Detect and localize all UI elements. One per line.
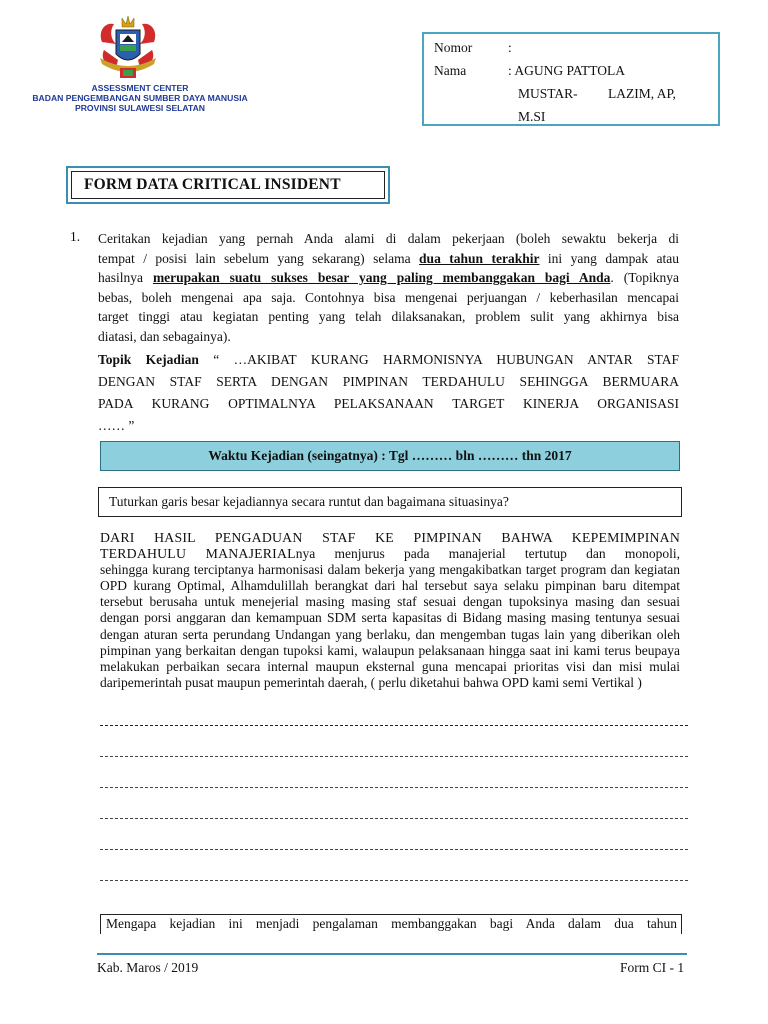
form-title: FORM DATA CRITICAL INSIDENT [71, 171, 385, 199]
identity-box [422, 32, 720, 126]
q1-line-2-pre: tempat / posisi lain sebelum yang sekarang) selama [98, 250, 420, 266]
org-line-1: ASSESSMENT CENTER [91, 83, 189, 93]
organization-header [20, 83, 260, 113]
q1-line-2 [98, 249, 679, 269]
topik-line-4: …… ” [98, 418, 135, 433]
dotted-answer-line [100, 849, 688, 850]
nama-value-line3: M.SI [518, 109, 546, 124]
q1-line-1: Ceritakan kejadian yang pernah Anda alami di dalam pekerjaan (boleh sewaktu bekerja di [98, 231, 679, 246]
q1-line-4: bebas, boleh mengenai apa saja. Contohnya bisa mengenai perjuangan / keberhasilan mencapai [98, 289, 679, 305]
answer-line-1: DARI HASIL PENGADUAN STAF KE PIMPINAN BAHWA KEPEMIMPINAN [100, 530, 680, 545]
q1-line-3 [98, 268, 679, 288]
footer-location-year: Kab. Maros / 2019 [97, 960, 199, 975]
q1-line-2-post: ini yang dampak atau [539, 250, 680, 266]
nomor-label: Nomor [434, 40, 473, 55]
dotted-answer-line [100, 756, 688, 757]
q1-line-3-pre: hasilnya [98, 270, 153, 286]
answer-line-2-caps: TERDAHULU MANAJERIAL [100, 546, 296, 562]
question-3-box: Mengapa kejadian ini menjadi pengalaman membanggakan bagi Anda dalam dua tahun [100, 914, 682, 934]
topik-kejadian [98, 349, 679, 437]
nama-value-line2b: LAZIM, AP, [608, 86, 676, 101]
topik-line-2: DENGAN STAF SERTA DENGAN PIMPINAN TERDAHULU SEHINGGA BERMUARA [98, 374, 679, 389]
dotted-answer-line [100, 880, 688, 881]
nama-value-line2a: MUSTAR- [518, 86, 578, 101]
topik-line-1 [98, 349, 679, 371]
org-line-2: BADAN PENGEMBANGAN SUMBER DAYA MANUSIA [32, 93, 248, 103]
answer-line-2 [100, 546, 680, 562]
nomor-colon: : [508, 40, 512, 55]
provincial-emblem-logo [96, 14, 160, 84]
nama-label: Nama [434, 63, 467, 78]
footer-rule [97, 953, 687, 955]
question-1-text [98, 229, 679, 347]
footer-form-code: Form CI - 1 [620, 960, 685, 975]
question-2-box: Tuturkan garis besar kejadiannya secara runtut dan bagaimana situasinya? [98, 487, 682, 517]
q1-line-6: diatasi, dan sebagainya). [98, 328, 231, 344]
answer-line-2-rest: nya menjurus pada manajerial tertutup dan monopoli, [295, 546, 680, 562]
waktu-kejadian-banner: Waktu Kejadian (seingatnya) : Tgl ……… bln ……… thn 2017 [100, 441, 680, 471]
q1-line-5: target tinggi atau kegiatan penting yang telah dilaksanakan, problem sulit yang akhirnya bisa [98, 309, 679, 325]
answer-body: sehingga kurang terciptanya harmonisasi dalam bekerja yang mengakibatkan target program dan kegiatan OPD kurang Optimal, Alhamdulillah berangkat dari hal tersebut saya selaku pimpinan baru ditempat tersebut berusaha untuk menejerial masing masing staf sesuai dengan tupoksinya masing dan sesuai dengan porsi anggaran dan kemampuan SDM serta kapasitas di Bidang masing masing tentunya sesuai dengan aturan serta perundang Undangan yang berlaku, dan mengemban tugas lain yang diberikan oleh pimpinan yang berkaitan dengan tupoksi kami, walaupun pelaksanaan hingga saat ini kami terus beupaya melakukan perbaikan secara internal maupun eksternal guna mencapai prioritas visi dan misi mulai daripemerintah pusat maupun pemerintah daerah, ( perlu diketahui bahwa OPD kami semi Vertikal ) [100, 562, 680, 690]
org-line-3: PROVINSI SULAWESI SELATAN [74, 103, 206, 113]
nama-value-line1: : AGUNG PATTOLA [508, 63, 626, 78]
dotted-answer-line [100, 725, 688, 726]
topik-label: Topik Kejadian [98, 352, 199, 367]
question-1-number: 1. [70, 229, 81, 244]
q1-line-3-post: . (Topiknya [610, 270, 679, 286]
topik-line-3: PADA KURANG OPTIMALNYA PELAKSANAAN TARGET KINERJA ORGANISASI [98, 396, 679, 411]
dotted-answer-line [100, 787, 688, 788]
form-title-box [66, 166, 390, 204]
answer-text[interactable] [100, 530, 680, 691]
topik-line-1-text: “ …AKIBAT KURANG HARMONISNYA HUBUNGAN ANTAR STAF [198, 352, 679, 367]
dotted-answer-line [100, 818, 688, 819]
q1-line-3-emphasis: merupakan suatu sukses besar yang paling membanggakan bagi Anda [152, 270, 611, 286]
q1-line-2-emphasis: dua tahun terakhir [419, 250, 540, 266]
